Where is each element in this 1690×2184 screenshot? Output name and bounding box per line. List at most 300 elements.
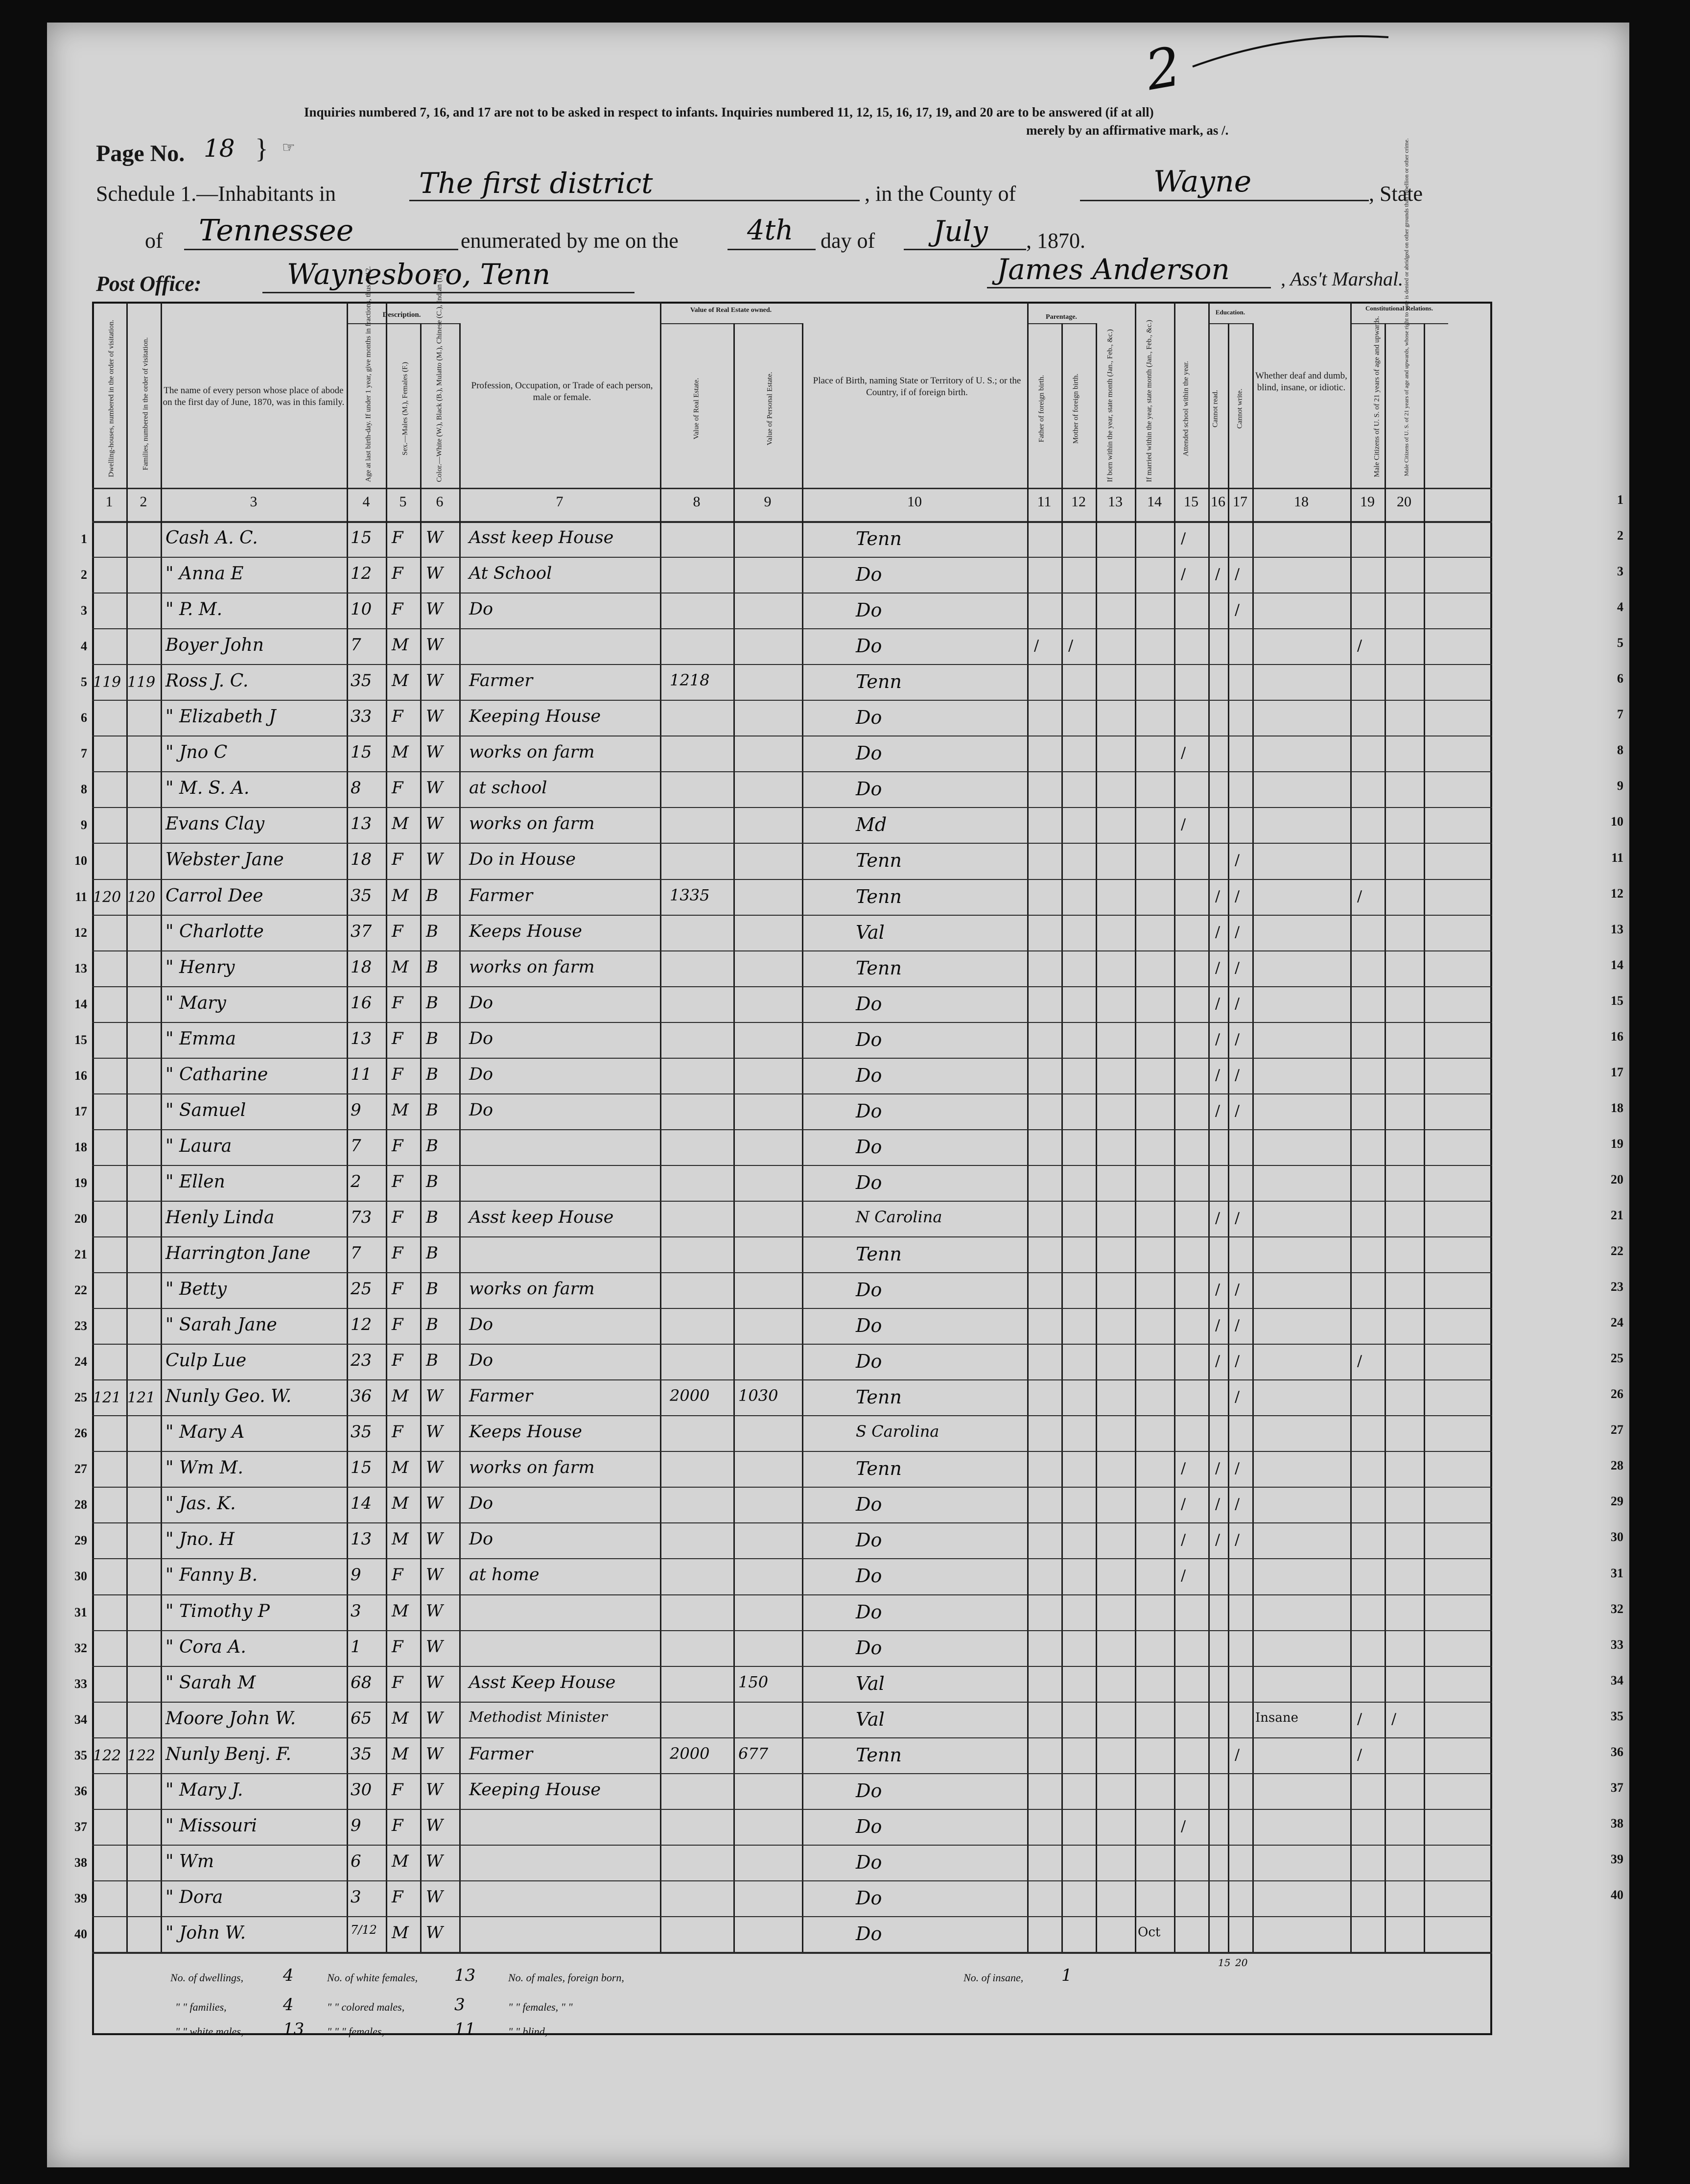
year-text: , 1870. xyxy=(1026,229,1085,253)
birthplace: Do xyxy=(856,1529,882,1551)
column-number: 13 xyxy=(1108,494,1123,510)
color: W xyxy=(426,1601,443,1621)
real-estate-value: 2000 xyxy=(670,1386,710,1405)
age: 13 xyxy=(351,814,372,834)
mark-c17: / xyxy=(1235,1746,1240,1763)
birthplace: Val xyxy=(856,921,885,943)
column-number: 19 xyxy=(1360,494,1375,510)
margin-row-number: 10 xyxy=(1611,814,1623,829)
row-number: 2 xyxy=(81,568,87,582)
row-number: 35 xyxy=(74,1748,87,1762)
age: 35 xyxy=(351,885,372,905)
person-name: Carrol Dee xyxy=(165,885,263,906)
color: B xyxy=(426,1351,438,1371)
birthplace: Do xyxy=(856,1028,882,1050)
person-name: " Anna E xyxy=(165,564,244,584)
age: 35 xyxy=(351,671,372,691)
color: W xyxy=(426,1637,443,1657)
sum-white-females: 13 xyxy=(454,1966,476,1985)
mark-c15: / xyxy=(1181,1817,1186,1835)
mark-c17: / xyxy=(1235,1030,1240,1048)
age: 9 xyxy=(351,1565,361,1585)
pointing-hand-icon: ☞ xyxy=(282,140,295,156)
margin-row-number: 40 xyxy=(1611,1887,1623,1902)
row-number: 9 xyxy=(81,818,87,832)
color: W xyxy=(426,1529,443,1549)
family-number: 120 xyxy=(127,888,156,906)
color: B xyxy=(426,1100,438,1120)
hdr-c10: Place of Birth, naming State or Territory of U. S.; or the Country, if of foreign birth. xyxy=(813,376,1021,398)
row-number: 6 xyxy=(81,711,87,725)
birthplace: Do xyxy=(856,1851,882,1873)
age: 9 xyxy=(351,1815,361,1835)
row-number: 5 xyxy=(81,675,87,689)
mark-c16: / xyxy=(1215,1066,1221,1084)
sex: M xyxy=(392,1386,409,1406)
hdr-c14: If married within the year, state month (Jan., Feb., &c.) xyxy=(1145,320,1153,482)
person-name: " Betty xyxy=(165,1279,227,1300)
margin-row-number: 21 xyxy=(1611,1208,1623,1222)
occupation: at home xyxy=(469,1565,540,1585)
margin-row-number: 36 xyxy=(1611,1744,1623,1759)
enumerated-text: enumerated by me on the xyxy=(461,229,679,253)
person-name: " Ellen xyxy=(165,1171,225,1192)
age: 13 xyxy=(351,1028,372,1048)
color: B xyxy=(426,921,438,941)
color: W xyxy=(426,564,443,584)
color: W xyxy=(426,850,443,870)
mark-c16: / xyxy=(1215,1209,1221,1227)
occupation: works on farm xyxy=(469,742,595,762)
birthplace: Tenn xyxy=(856,528,902,549)
color: W xyxy=(426,671,443,691)
real-estate-value: 1218 xyxy=(670,671,710,690)
birthplace: Do xyxy=(856,993,882,1015)
person-name: Nunly Benj. F. xyxy=(165,1744,291,1764)
mark-c14: Oct xyxy=(1138,1924,1161,1940)
color: B xyxy=(426,1243,438,1263)
inquiry-note-2: merely by an affirmative mark, as /. xyxy=(1026,123,1229,138)
mark-c16: / xyxy=(1215,1102,1221,1119)
column-number: 1 xyxy=(105,494,113,510)
mark-c15: / xyxy=(1181,530,1186,547)
person-name: Culp Lue xyxy=(165,1351,247,1371)
mark-c17: / xyxy=(1235,1102,1240,1119)
occupation: Do in House xyxy=(469,850,576,870)
hdr-c16: Cannot read. xyxy=(1211,390,1220,427)
sex: M xyxy=(392,1708,409,1728)
row-number: 39 xyxy=(74,1891,87,1905)
sex: M xyxy=(392,1529,409,1549)
margin-row-number: 1 xyxy=(1617,493,1623,507)
sex: M xyxy=(392,742,409,762)
person-name: Henly Linda xyxy=(165,1207,275,1228)
sum-blind-label: " " blind, xyxy=(508,2025,548,2038)
row-number: 36 xyxy=(74,1783,87,1798)
occupation: Asst keep House xyxy=(469,1207,614,1227)
birthplace: Do xyxy=(856,1494,882,1516)
mark-c15: / xyxy=(1181,1567,1186,1585)
mark-c17: / xyxy=(1235,1209,1240,1227)
color: W xyxy=(426,1780,443,1800)
color: B xyxy=(426,1136,438,1156)
sex: M xyxy=(392,671,409,691)
mark-c16: / xyxy=(1215,1353,1221,1370)
occupation: Do xyxy=(469,1028,493,1048)
sex: F xyxy=(392,1207,403,1227)
color: B xyxy=(426,885,438,905)
corner-mark: 2 xyxy=(1141,34,1186,103)
person-name: " M. S. A. xyxy=(165,778,250,799)
column-number: 11 xyxy=(1037,494,1052,510)
mark-c17: / xyxy=(1235,601,1240,619)
column-number: 7 xyxy=(556,494,563,510)
family-number: 122 xyxy=(127,1747,156,1764)
row-number: 27 xyxy=(74,1462,87,1476)
sex: M xyxy=(392,885,409,905)
occupation: Asst Keep House xyxy=(469,1672,616,1692)
sex: M xyxy=(392,1923,409,1943)
age: 6 xyxy=(351,1851,361,1871)
person-name: " Jas. K. xyxy=(165,1494,236,1514)
sex: F xyxy=(392,778,403,798)
mark-c17: / xyxy=(1235,852,1240,869)
row-number: 10 xyxy=(74,854,87,868)
marshal-label: , Ass't Marshal. xyxy=(1281,268,1404,290)
age: 30 xyxy=(351,1780,372,1800)
sex: M xyxy=(392,957,409,977)
age: 68 xyxy=(351,1672,372,1692)
sex: M xyxy=(392,1851,409,1871)
sum-white-females-label: No. of white females, xyxy=(327,1971,418,1984)
sex: F xyxy=(392,1565,403,1585)
sum-dwellings-label: No. of dwellings, xyxy=(170,1971,244,1984)
occupation: at school xyxy=(469,778,547,798)
row-number: 20 xyxy=(74,1211,87,1226)
occupation: Keeping House xyxy=(469,707,601,727)
birthplace: Do xyxy=(856,1171,882,1193)
color: B xyxy=(426,1279,438,1299)
mark-c17: / xyxy=(1235,1281,1240,1299)
row-number: 14 xyxy=(74,997,87,1011)
state-text: , State xyxy=(1369,182,1423,206)
age: 3 xyxy=(351,1887,361,1907)
row-number: 3 xyxy=(81,603,87,618)
color: W xyxy=(426,814,443,834)
dwelling-number: 122 xyxy=(93,1747,121,1764)
birthplace: Tenn xyxy=(856,957,902,979)
person-name: Boyer John xyxy=(165,635,264,656)
sum-families-label: " " families, xyxy=(175,2001,227,2013)
margin-row-number: 4 xyxy=(1617,600,1623,615)
mark-c16: / xyxy=(1215,566,1221,583)
row-number: 13 xyxy=(74,961,87,975)
state-value: Tennessee xyxy=(199,214,354,248)
margin-row-number: 30 xyxy=(1611,1530,1623,1544)
mark-c17: / xyxy=(1235,959,1240,976)
color: B xyxy=(426,1207,438,1227)
mark-c15: / xyxy=(1181,1460,1186,1477)
mark-c19: / xyxy=(1357,637,1362,655)
sex: F xyxy=(392,599,403,619)
column-number: 12 xyxy=(1071,494,1086,510)
birthplace: Do xyxy=(856,599,882,621)
margin-row-number: 24 xyxy=(1611,1315,1623,1330)
person-name: " Elizabeth J xyxy=(165,707,276,727)
birthplace: Md xyxy=(856,814,887,836)
column-number: 2 xyxy=(140,494,147,510)
color: W xyxy=(426,1923,443,1943)
person-name: " Fanny B. xyxy=(165,1565,258,1586)
birthplace: Do xyxy=(856,778,882,800)
age: 7/12 xyxy=(351,1923,377,1937)
margin-row-number: 13 xyxy=(1611,922,1623,936)
sex: F xyxy=(392,1351,403,1371)
mark-c16: / xyxy=(1215,1460,1221,1477)
inquiry-note-1: Inquiries numbered 7, 16, and 17 are not to be asked in respect to infants. Inquiries numbered 11, 12, 15, 16, 17, 19, and 20 are to be answered (if at all) xyxy=(304,105,1154,119)
occupation: Do xyxy=(469,599,493,619)
row-number: 25 xyxy=(74,1390,87,1405)
column-number: 5 xyxy=(399,494,407,510)
person-name: " Jno. H xyxy=(165,1529,235,1550)
row-number: 18 xyxy=(74,1139,87,1154)
row-number: 4 xyxy=(81,639,87,654)
mark-c16: / xyxy=(1215,1281,1221,1299)
row-number: 34 xyxy=(74,1712,87,1727)
age: 3 xyxy=(351,1601,361,1621)
person-name: Ross J. C. xyxy=(165,671,249,691)
column-number: 6 xyxy=(436,494,444,510)
family-number: 119 xyxy=(127,674,156,691)
occupation: Do xyxy=(469,993,493,1013)
sex: F xyxy=(392,1028,403,1048)
mark-c17: / xyxy=(1235,995,1240,1012)
row-number: 8 xyxy=(81,782,87,797)
age: 37 xyxy=(351,921,372,941)
sum-families: 4 xyxy=(283,1995,294,2015)
occupation: Farmer xyxy=(469,1386,533,1406)
sex: F xyxy=(392,1815,403,1835)
row-number: 31 xyxy=(74,1605,87,1619)
birthplace: Do xyxy=(856,742,882,764)
age: 13 xyxy=(351,1529,372,1549)
margin-row-number: 31 xyxy=(1611,1566,1623,1580)
occupation: Do xyxy=(469,1064,493,1084)
of-text: of xyxy=(145,229,163,253)
birthplace: Do xyxy=(856,1565,882,1587)
age: 65 xyxy=(351,1708,372,1728)
age: 35 xyxy=(351,1422,372,1442)
birthplace: Tenn xyxy=(856,885,902,907)
color: W xyxy=(426,1815,443,1835)
real-estate-value: 1335 xyxy=(670,885,710,904)
sex: F xyxy=(392,993,403,1013)
age: 12 xyxy=(351,1315,372,1335)
birthplace: Do xyxy=(856,1315,882,1337)
birthplace: Tenn xyxy=(856,1386,902,1408)
person-name: " Samuel xyxy=(165,1100,246,1120)
row-number: 19 xyxy=(74,1175,87,1190)
tally-17: 20 xyxy=(1235,1957,1248,1969)
margin-row-number: 12 xyxy=(1611,886,1623,901)
row-number: 26 xyxy=(74,1426,87,1441)
hdr-c4: Age at last birth-day. If under 1 year, give months in fractions, thus, 3/12. xyxy=(364,266,373,482)
color: W xyxy=(426,1386,443,1406)
page-label: Page No. xyxy=(96,141,185,166)
margin-row-number: 18 xyxy=(1611,1100,1623,1115)
age: 25 xyxy=(351,1279,372,1299)
margin-row-number: 38 xyxy=(1611,1816,1623,1830)
occupation: works on farm xyxy=(469,1458,595,1478)
tally-16: 15 xyxy=(1218,1957,1231,1969)
occupation: Do xyxy=(469,1351,493,1371)
age: 7 xyxy=(351,635,361,655)
margin-row-number: 37 xyxy=(1611,1780,1623,1795)
person-name: Evans Clay xyxy=(165,814,265,834)
mark-c17: / xyxy=(1235,1460,1240,1477)
row-number: 33 xyxy=(74,1676,87,1691)
age: 8 xyxy=(351,778,361,798)
age: 15 xyxy=(351,742,372,762)
sum-white-males-label: " " white males, xyxy=(175,2025,244,2038)
family-number: 121 xyxy=(127,1389,156,1407)
birthplace: Tenn xyxy=(856,1243,902,1265)
person-name: " Timothy P xyxy=(165,1601,270,1621)
age: 11 xyxy=(351,1064,372,1084)
hdr-constitutional: Constitutional Relations. xyxy=(1365,305,1433,312)
person-name: " Cora A. xyxy=(165,1637,246,1657)
margin-row-number: 34 xyxy=(1611,1673,1623,1687)
mark-c16: / xyxy=(1215,959,1221,976)
birthplace: Do xyxy=(856,1100,882,1122)
age: 2 xyxy=(351,1171,361,1191)
column-number: 15 xyxy=(1184,494,1198,510)
hdr-c18: Whether deaf and dumb, blind, insane, or idiotic. xyxy=(1255,371,1347,393)
row-number: 16 xyxy=(74,1068,87,1083)
hdr-c7: Profession, Occupation, or Trade of each person, male or female. xyxy=(471,380,653,403)
birthplace: S Carolina xyxy=(856,1422,939,1441)
color: B xyxy=(426,957,438,977)
hdr-c20: Male Citizens of U. S. of 21 years of age and upwards, whose right to vote is denied or abridged on other grounds than rebellion or other crime. xyxy=(1403,138,1410,476)
sex: F xyxy=(392,528,403,547)
mark-c17: / xyxy=(1235,887,1240,905)
person-name: " Sarah Jane xyxy=(165,1315,277,1335)
occupation: Asst keep House xyxy=(469,528,614,547)
row-number: 29 xyxy=(74,1533,87,1548)
person-name: " Henry xyxy=(165,957,235,977)
row-number: 22 xyxy=(74,1283,87,1298)
row-number: 28 xyxy=(74,1497,87,1512)
margin-row-number: 29 xyxy=(1611,1494,1623,1509)
occupation: Methodist Minister xyxy=(469,1708,608,1725)
age: 12 xyxy=(351,564,372,584)
person-name: " Jno C xyxy=(165,742,228,763)
person-name: " Dora xyxy=(165,1887,223,1907)
birthplace: Do xyxy=(856,1601,882,1623)
color: W xyxy=(426,1708,443,1728)
schedule-text: Schedule 1.—Inhabitants in xyxy=(96,182,336,206)
age: 7 xyxy=(351,1243,361,1263)
mark-c17: / xyxy=(1235,1388,1240,1406)
hdr-value-real: Value of Real Estate owned. xyxy=(690,307,772,314)
sum-colored-females: 11 xyxy=(454,2019,476,2039)
hdr-c2: Families, numbered in the order of visitation. xyxy=(141,337,150,471)
mark-c17: / xyxy=(1235,1317,1240,1334)
sum-colored-males: 3 xyxy=(454,1995,465,2015)
birthplace: Do xyxy=(856,1637,882,1659)
color: B xyxy=(426,1064,438,1084)
color: W xyxy=(426,635,443,655)
sex: M xyxy=(392,1494,409,1514)
sex: F xyxy=(392,564,403,584)
color: W xyxy=(426,1458,443,1478)
row-number: 11 xyxy=(75,889,87,904)
district-value: The first district xyxy=(419,166,653,200)
margin-row-number: 25 xyxy=(1611,1351,1623,1366)
row-number: 12 xyxy=(74,925,87,940)
marshal-name: James Anderson xyxy=(997,253,1230,286)
column-number: 3 xyxy=(250,494,258,510)
personal-estate-value: 1030 xyxy=(738,1386,778,1405)
age: 10 xyxy=(351,599,372,619)
sex: F xyxy=(392,1243,403,1263)
row-number: 24 xyxy=(74,1354,87,1369)
sum-females-foreign-label: " " females, " " xyxy=(508,2001,573,2013)
mark-c19: / xyxy=(1357,1746,1362,1763)
page-brace: } xyxy=(255,134,268,164)
color: B xyxy=(426,1028,438,1048)
mark-c15: / xyxy=(1181,816,1186,833)
age: 16 xyxy=(351,993,372,1013)
sum-insane: 1 xyxy=(1061,1966,1072,1985)
birthplace: Do xyxy=(856,635,882,657)
real-estate-value: 2000 xyxy=(670,1744,710,1763)
person-name: " Emma xyxy=(165,1028,236,1049)
hdr-c12: Mother of foreign birth. xyxy=(1072,373,1080,444)
day-of-text: day of xyxy=(821,229,875,253)
column-number: 10 xyxy=(907,494,922,510)
page-number: 18 xyxy=(204,134,235,163)
mark-c19: / xyxy=(1357,887,1362,905)
mark-c17: / xyxy=(1235,1531,1240,1549)
column-number: 9 xyxy=(764,494,772,510)
dwelling-number: 120 xyxy=(93,888,121,906)
hdr-parentage: Parentage. xyxy=(1046,313,1077,321)
margin-row-number: 32 xyxy=(1611,1601,1623,1616)
margin-row-number: 28 xyxy=(1611,1458,1623,1473)
color: W xyxy=(426,742,443,762)
margin-row-number: 33 xyxy=(1611,1637,1623,1652)
hdr-c3: The name of every person whose place of abode on the first day of June, 1870, was in this family. xyxy=(163,385,345,407)
birthplace: Do xyxy=(856,1064,882,1086)
hdr-c15: Attended school within the year. xyxy=(1182,361,1190,456)
margin-row-number: 27 xyxy=(1611,1423,1623,1437)
person-name: " Wm xyxy=(165,1851,214,1872)
sex: F xyxy=(392,1315,403,1335)
column-number: 18 xyxy=(1294,494,1309,510)
county-value: Wayne xyxy=(1153,165,1252,199)
margin-row-number: 2 xyxy=(1617,528,1623,543)
sex: F xyxy=(392,850,403,870)
sex: F xyxy=(392,1887,403,1907)
hdr-c17: Cannot write. xyxy=(1236,388,1244,429)
row-number: 17 xyxy=(74,1104,87,1118)
margin-row-number: 9 xyxy=(1617,779,1623,793)
occupation: works on farm xyxy=(469,1279,595,1299)
hdr-c13: If born within the year, state month (Jan., Feb., &c.) xyxy=(1106,329,1114,482)
person-name: " P. M. xyxy=(165,599,223,620)
age: 15 xyxy=(351,1458,372,1478)
